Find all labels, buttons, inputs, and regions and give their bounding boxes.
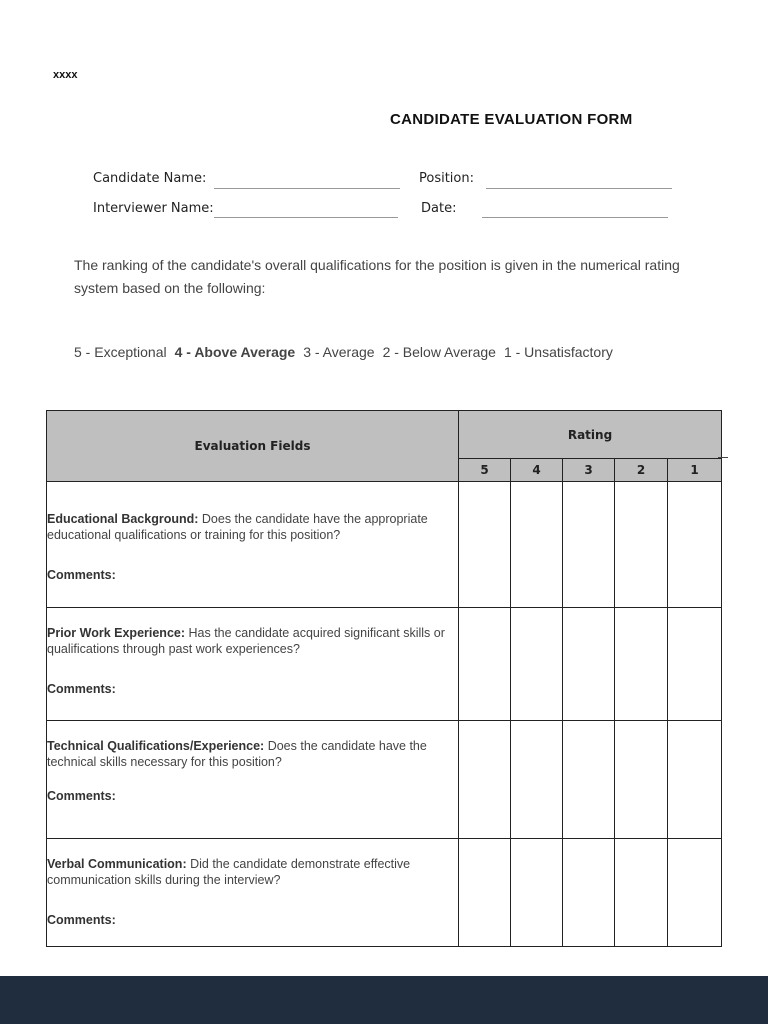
scale-item: 2 - Below Average xyxy=(382,344,496,360)
candidate-name-label: Candidate Name: xyxy=(93,171,207,186)
rating-cell[interactable] xyxy=(459,721,511,839)
date-line[interactable] xyxy=(482,217,668,218)
position-line[interactable] xyxy=(486,188,672,189)
comments-label: Comments: xyxy=(47,682,116,696)
rating-cell[interactable] xyxy=(459,482,511,608)
rating-header: Rating xyxy=(459,411,722,459)
position-label: Position: xyxy=(419,171,474,186)
question-title: Prior Work Experience: xyxy=(47,626,186,640)
rating-cell[interactable] xyxy=(615,608,668,721)
table-row xyxy=(47,839,722,947)
rating-cell[interactable] xyxy=(459,608,511,721)
evaluation-table xyxy=(46,410,722,947)
table-edge-line xyxy=(718,457,728,458)
rating-cell[interactable] xyxy=(511,839,563,947)
rating-cell[interactable] xyxy=(459,839,511,947)
rating-scale xyxy=(74,344,621,360)
interviewer-name-line[interactable] xyxy=(214,217,398,218)
rating-cell[interactable] xyxy=(668,839,722,947)
interviewer-name-label: Interviewer Name: xyxy=(93,201,214,216)
comments-label: Comments: xyxy=(47,913,116,927)
rating-cell[interactable] xyxy=(668,721,722,839)
table-row xyxy=(47,482,722,608)
candidate-name-line[interactable] xyxy=(214,188,400,189)
rating-cell[interactable] xyxy=(511,721,563,839)
rating-cell[interactable] xyxy=(615,839,668,947)
rating-cell[interactable] xyxy=(668,608,722,721)
scale-item: 5 - Exceptional xyxy=(74,344,167,360)
rating-cell[interactable] xyxy=(563,608,615,721)
rating-column-header: 4 xyxy=(511,459,563,482)
rating-cell[interactable] xyxy=(563,482,615,608)
scale-item: 1 - Unsatisfactory xyxy=(503,344,613,360)
scale-item: 4 - Above Average xyxy=(174,344,296,360)
question-text xyxy=(47,511,458,543)
form-title: CANDIDATE EVALUATION FORM xyxy=(390,111,633,128)
document-mark: xxxx xyxy=(53,69,78,81)
question-body: Does the candidate have the technical skills necessary for this position? xyxy=(47,739,427,769)
footer-bar xyxy=(0,976,768,1024)
evaluation-field-cell xyxy=(47,608,459,721)
evaluation-field-cell xyxy=(47,482,459,608)
comments-label: Comments: xyxy=(47,789,116,803)
rating-cell[interactable] xyxy=(668,482,722,608)
table-row xyxy=(47,721,722,839)
rating-cell[interactable] xyxy=(615,721,668,839)
comments-label: Comments: xyxy=(47,568,116,582)
question-title: Technical Qualifications/Experience: xyxy=(47,739,265,753)
rating-cell[interactable] xyxy=(511,482,563,608)
rating-cell[interactable] xyxy=(615,482,668,608)
rating-column-header: 1 xyxy=(668,459,722,482)
rating-cell[interactable] xyxy=(511,608,563,721)
rating-column-header: 3 xyxy=(563,459,615,482)
question-title: Educational Background: xyxy=(47,512,199,526)
evaluation-fields-header: Evaluation Fields xyxy=(47,411,459,482)
scale-item: 3 - Average xyxy=(303,344,375,360)
rating-cell[interactable] xyxy=(563,721,615,839)
evaluation-field-cell xyxy=(47,839,459,947)
question-text xyxy=(47,625,458,657)
date-label: Date: xyxy=(421,201,457,216)
intro-paragraph: The ranking of the candidate's overall qualifications for the position is given in the numerical rating system based on the following: xyxy=(74,257,680,296)
question-body: Does the candidate have the appropriate educational qualifications or training for this position? xyxy=(47,512,428,542)
rating-cell[interactable] xyxy=(563,839,615,947)
table-row xyxy=(47,608,722,721)
question-title: Verbal Communication: xyxy=(47,857,187,871)
question-text xyxy=(47,738,458,770)
rating-column-header: 2 xyxy=(615,459,668,482)
question-text xyxy=(47,856,458,888)
question-body: Did the candidate demonstrate effective communication skills during the interview? xyxy=(47,857,411,887)
question-body: Has the candidate acquired significant skills or qualifications through past work experiences? xyxy=(47,626,445,656)
rating-column-header: 5 xyxy=(459,459,511,482)
evaluation-field-cell xyxy=(47,721,459,839)
